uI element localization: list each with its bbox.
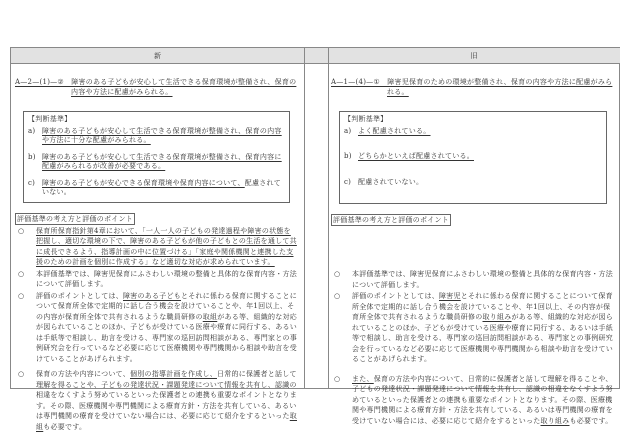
bullet-item <box>331 291 615 365</box>
blank-space <box>331 226 615 268</box>
new-column <box>15 65 298 432</box>
criteria-box <box>339 111 607 204</box>
text: がある等、組織的な対応が図られていることのほか、子どもが受けている医療や療育に同行する、あるいは手紙等で相談し、助言を受ける、専門家の巡回訪問相談がある、専門家との事例研究会を行っているなど必要に応じて医療機関や専門機関から相談や助言を受けていることがあげられます。 <box>352 313 613 363</box>
bullet-text <box>352 291 615 365</box>
item-title <box>331 77 615 97</box>
item-title <box>15 77 298 97</box>
bullet-text <box>36 226 298 268</box>
bullet-item <box>331 269 615 290</box>
criterion-b <box>344 152 602 162</box>
text: 本評価基準では、障害児保育にふさわしい環境の整備と具体的な保育内容・方法について評価します。 <box>352 270 613 289</box>
circle-bullet-icon: ○ <box>18 226 25 235</box>
text: も必要です。 <box>569 416 613 425</box>
underlined-text: 障害児 <box>439 292 461 300</box>
header-old: 旧 <box>328 48 620 64</box>
underlined-text: 障害のある子ども <box>123 291 181 300</box>
criteria-box <box>23 111 290 203</box>
criterion-text <box>42 179 285 198</box>
underlined-text: また、 <box>352 374 374 383</box>
text: とそれに係わる保育に関することについて保育所全体で定期的に話し合う機会を設けていることや、年1回以上、その内容が保育所全体で共有されるような職員研修の <box>352 292 613 321</box>
bullet-item <box>331 374 615 427</box>
criterion-c <box>344 178 602 188</box>
text: 配慮されていない。 <box>42 178 281 196</box>
old-column <box>331 65 615 426</box>
criterion-c <box>28 179 285 198</box>
criteria-heading: 【判断基準】 <box>344 115 388 123</box>
bullet-item <box>15 226 298 268</box>
circle-bullet-icon: ○ <box>18 291 25 300</box>
criterion-text <box>358 152 474 162</box>
criteria-list <box>344 127 602 188</box>
bullet-text <box>36 269 298 290</box>
underlined-text: よく配慮されている。 <box>358 126 431 135</box>
bullet-item <box>15 291 298 365</box>
bullet-text <box>352 269 615 290</box>
bullet-list <box>15 226 298 433</box>
header-gap <box>304 48 328 64</box>
comparison-table <box>10 47 620 431</box>
bullet-text <box>36 291 298 365</box>
column-divider <box>304 48 305 388</box>
header-new: 新 <box>11 48 304 64</box>
circle-bullet-icon: ○ <box>334 374 341 383</box>
criterion-text <box>358 127 431 137</box>
criterion-label: b) <box>28 152 36 161</box>
bullet-list <box>331 269 615 426</box>
underlined-text: A—2—(1)—② 障害のある子どもが安心して生活できる保育環境が整備され、保育の内容や方法に配慮がみられる。 <box>15 78 297 96</box>
underlined-text: 障害のある子どもが安心できる保育環境や保育内容について、 <box>42 178 245 187</box>
criterion-label: c) <box>28 178 36 187</box>
criterion-label: c) <box>344 177 352 186</box>
criterion-b <box>28 153 285 172</box>
bullet-item <box>15 369 298 432</box>
text: 本評価基準では、障害児保育にふさわしい環境の整備と具体的な保育内容・方法について評価します。 <box>36 269 297 288</box>
bullet-text <box>352 374 615 427</box>
underlined-text: 障害のある子どもが安心して生活できる保育環境が整備され、保育の内容や方法に十分な配慮がみられる。 <box>42 126 282 144</box>
text: 日常的に保護者と話して理解を得ることや、子どもの発達状況・課題発達について情報を共有し、認識の相違をなくすよう努めているといった保護者との連携も重要なポイントとなります。その際、医療機関や専門機関による療育方針・方法を共有している、あるいは専門機関の療育を受けていない場合には、必要に応じて紹介をするといった <box>36 370 297 420</box>
criterion-text <box>358 178 423 188</box>
circle-bullet-icon: ○ <box>18 269 25 278</box>
bullet-text <box>36 369 298 432</box>
underlined-text: どちらかといえば配慮されている。 <box>358 152 474 160</box>
circle-bullet-icon: ○ <box>334 292 341 300</box>
text: 評価のポイントとしては、 <box>352 292 439 300</box>
criteria-list <box>28 127 285 198</box>
underlined-text: 障害のある子どもが安心して生活できる保育環境が整備され、保育内容に配慮がみられるが改善が必要である。 <box>42 152 282 170</box>
points-heading: 評価基準の考え方と評価のポイント <box>333 216 449 224</box>
criterion-text <box>42 127 285 146</box>
criterion-a <box>344 127 602 137</box>
underlined-text: 保育所保育指針第4章において、「一人一人の子どもの発達過程や障害の状態を把握し、適切な環境の下で、障害のある子どもが他の子どもとの生活を通して共に成長できるよう、指導計画の中に位置づける」「家庭や関係機関と連携した支援のための計画を個別に作成する」など適切な対応が求められています。 <box>36 226 297 266</box>
circle-bullet-icon: ○ <box>334 270 341 278</box>
text: がある等、組織的な対応が図られていることのほか、子どもが受けている医療や療育に同行する、あるいは手紙等で相談し、助言を受ける、専門家の巡回訪問相談がある、専門家との事例研究会を行っているなど必要に応じて医療機関や専門機関から相談や助言を受けていることがあげられます。 <box>36 312 297 363</box>
circle-bullet-icon: ○ <box>18 370 25 378</box>
text: とそれに係わる保育に関することについて保育所全体で定期的に話し合う機会を設けていることや、年1回以上、その内容が保育所全体で共有されるような職員研修の <box>36 291 297 321</box>
underlined-text: 取り組み <box>482 313 512 321</box>
points-heading: 評価基準の考え方と評価のポイント <box>17 214 133 223</box>
bullet-item <box>15 269 298 290</box>
column-divider <box>328 48 329 388</box>
underlined-text: 取組 <box>202 312 218 321</box>
text: 保育の方法や内容について、 <box>36 370 130 378</box>
text: も必要です。 <box>43 422 87 431</box>
text: 保育の方法や内容について、日常的に保護者と話して理解を得ることや、子どもの発達状況・課題発達について情報を共有し、認識の相違をなくすよう努めているといった保護者との連携も重要なポイントとなります。その際、医療機関や専門機関による療育方針・方法を共有している、あるいは専門機関の療育を受けていない場合には、必要に応じて紹介をするといった <box>352 374 613 425</box>
criteria-heading: 【判断基準】 <box>28 115 72 123</box>
criterion-text <box>42 153 285 172</box>
text: 配慮されていない。 <box>358 177 424 186</box>
underlined-text: 取組 <box>36 412 297 431</box>
criterion-label: b) <box>344 152 352 160</box>
underlined-text: 取り組み <box>540 416 570 425</box>
text: 評価のポイントとしては、 <box>36 291 123 300</box>
underlined-text: A—1—(4)—① 障害児保育のための環境が整備され、保育の内容や方法に配慮がみられる。 <box>331 78 613 96</box>
criterion-label: a) <box>344 126 352 135</box>
criterion-label: a) <box>28 126 36 135</box>
criterion-a <box>28 127 285 146</box>
underlined-text: 個別の指導計画を作成し、 <box>129 370 217 378</box>
